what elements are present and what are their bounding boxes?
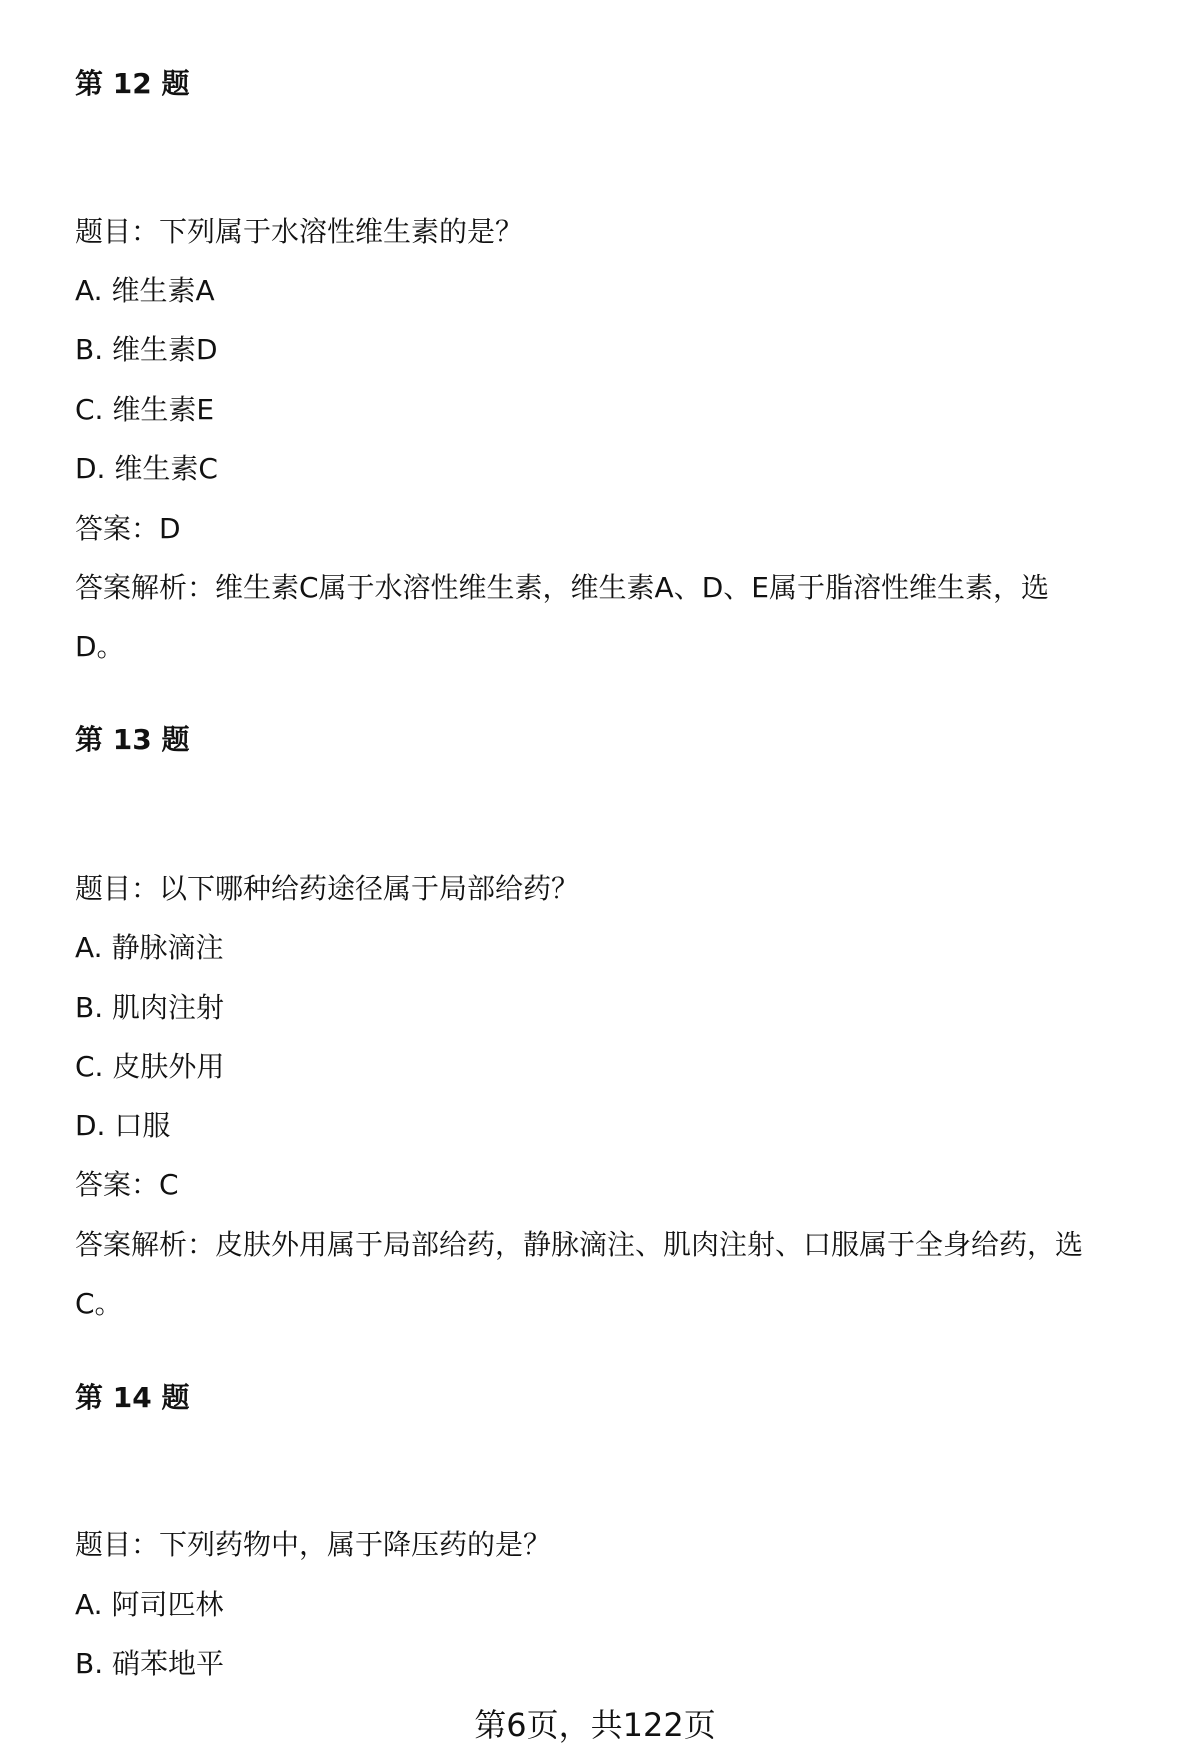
option-a: A. 静脉滴注 bbox=[75, 931, 224, 964]
question-stem: 题目：以下哪种给药途径属于局部给药？ bbox=[75, 872, 580, 905]
question-stem: 题目：下列属于水溶性维生素的是？ bbox=[75, 215, 524, 248]
question-stem: 题目：下列药物中，属于降压药的是？ bbox=[75, 1528, 552, 1561]
option-a: A. 阿司匹林 bbox=[75, 1588, 224, 1621]
page-number-footer: 第6页，共122页 bbox=[474, 1706, 716, 1744]
option-b: B. 硝苯地平 bbox=[75, 1647, 225, 1680]
option-d: D. 维生素C bbox=[75, 452, 218, 485]
option-d: D. 口服 bbox=[75, 1109, 171, 1142]
option-b: B. 维生素D bbox=[75, 333, 218, 366]
answer-analysis: 答案解析：皮肤外用属于局部给药，静脉滴注、肌肉注射、口服属于全身给药，选 bbox=[75, 1228, 1084, 1261]
option-b: B. 肌肉注射 bbox=[75, 991, 225, 1024]
answer: 答案：C bbox=[75, 1168, 179, 1201]
answer-analysis-continued: D。 bbox=[75, 630, 125, 663]
answer: 答案：D bbox=[75, 512, 181, 545]
option-c: C. 皮肤外用 bbox=[75, 1050, 225, 1083]
option-c: C. 维生素E bbox=[75, 393, 215, 426]
question-heading: 第 12 题 bbox=[75, 67, 190, 100]
question-heading: 第 14 题 bbox=[75, 1381, 190, 1414]
answer-analysis-continued: C。 bbox=[75, 1287, 123, 1320]
option-a: A. 维生素A bbox=[75, 274, 215, 307]
question-heading: 第 13 题 bbox=[75, 723, 190, 756]
answer-analysis: 答案解析：维生素C属于水溶性维生素，维生素A、D、E属于脂溶性维生素，选 bbox=[75, 571, 1049, 604]
